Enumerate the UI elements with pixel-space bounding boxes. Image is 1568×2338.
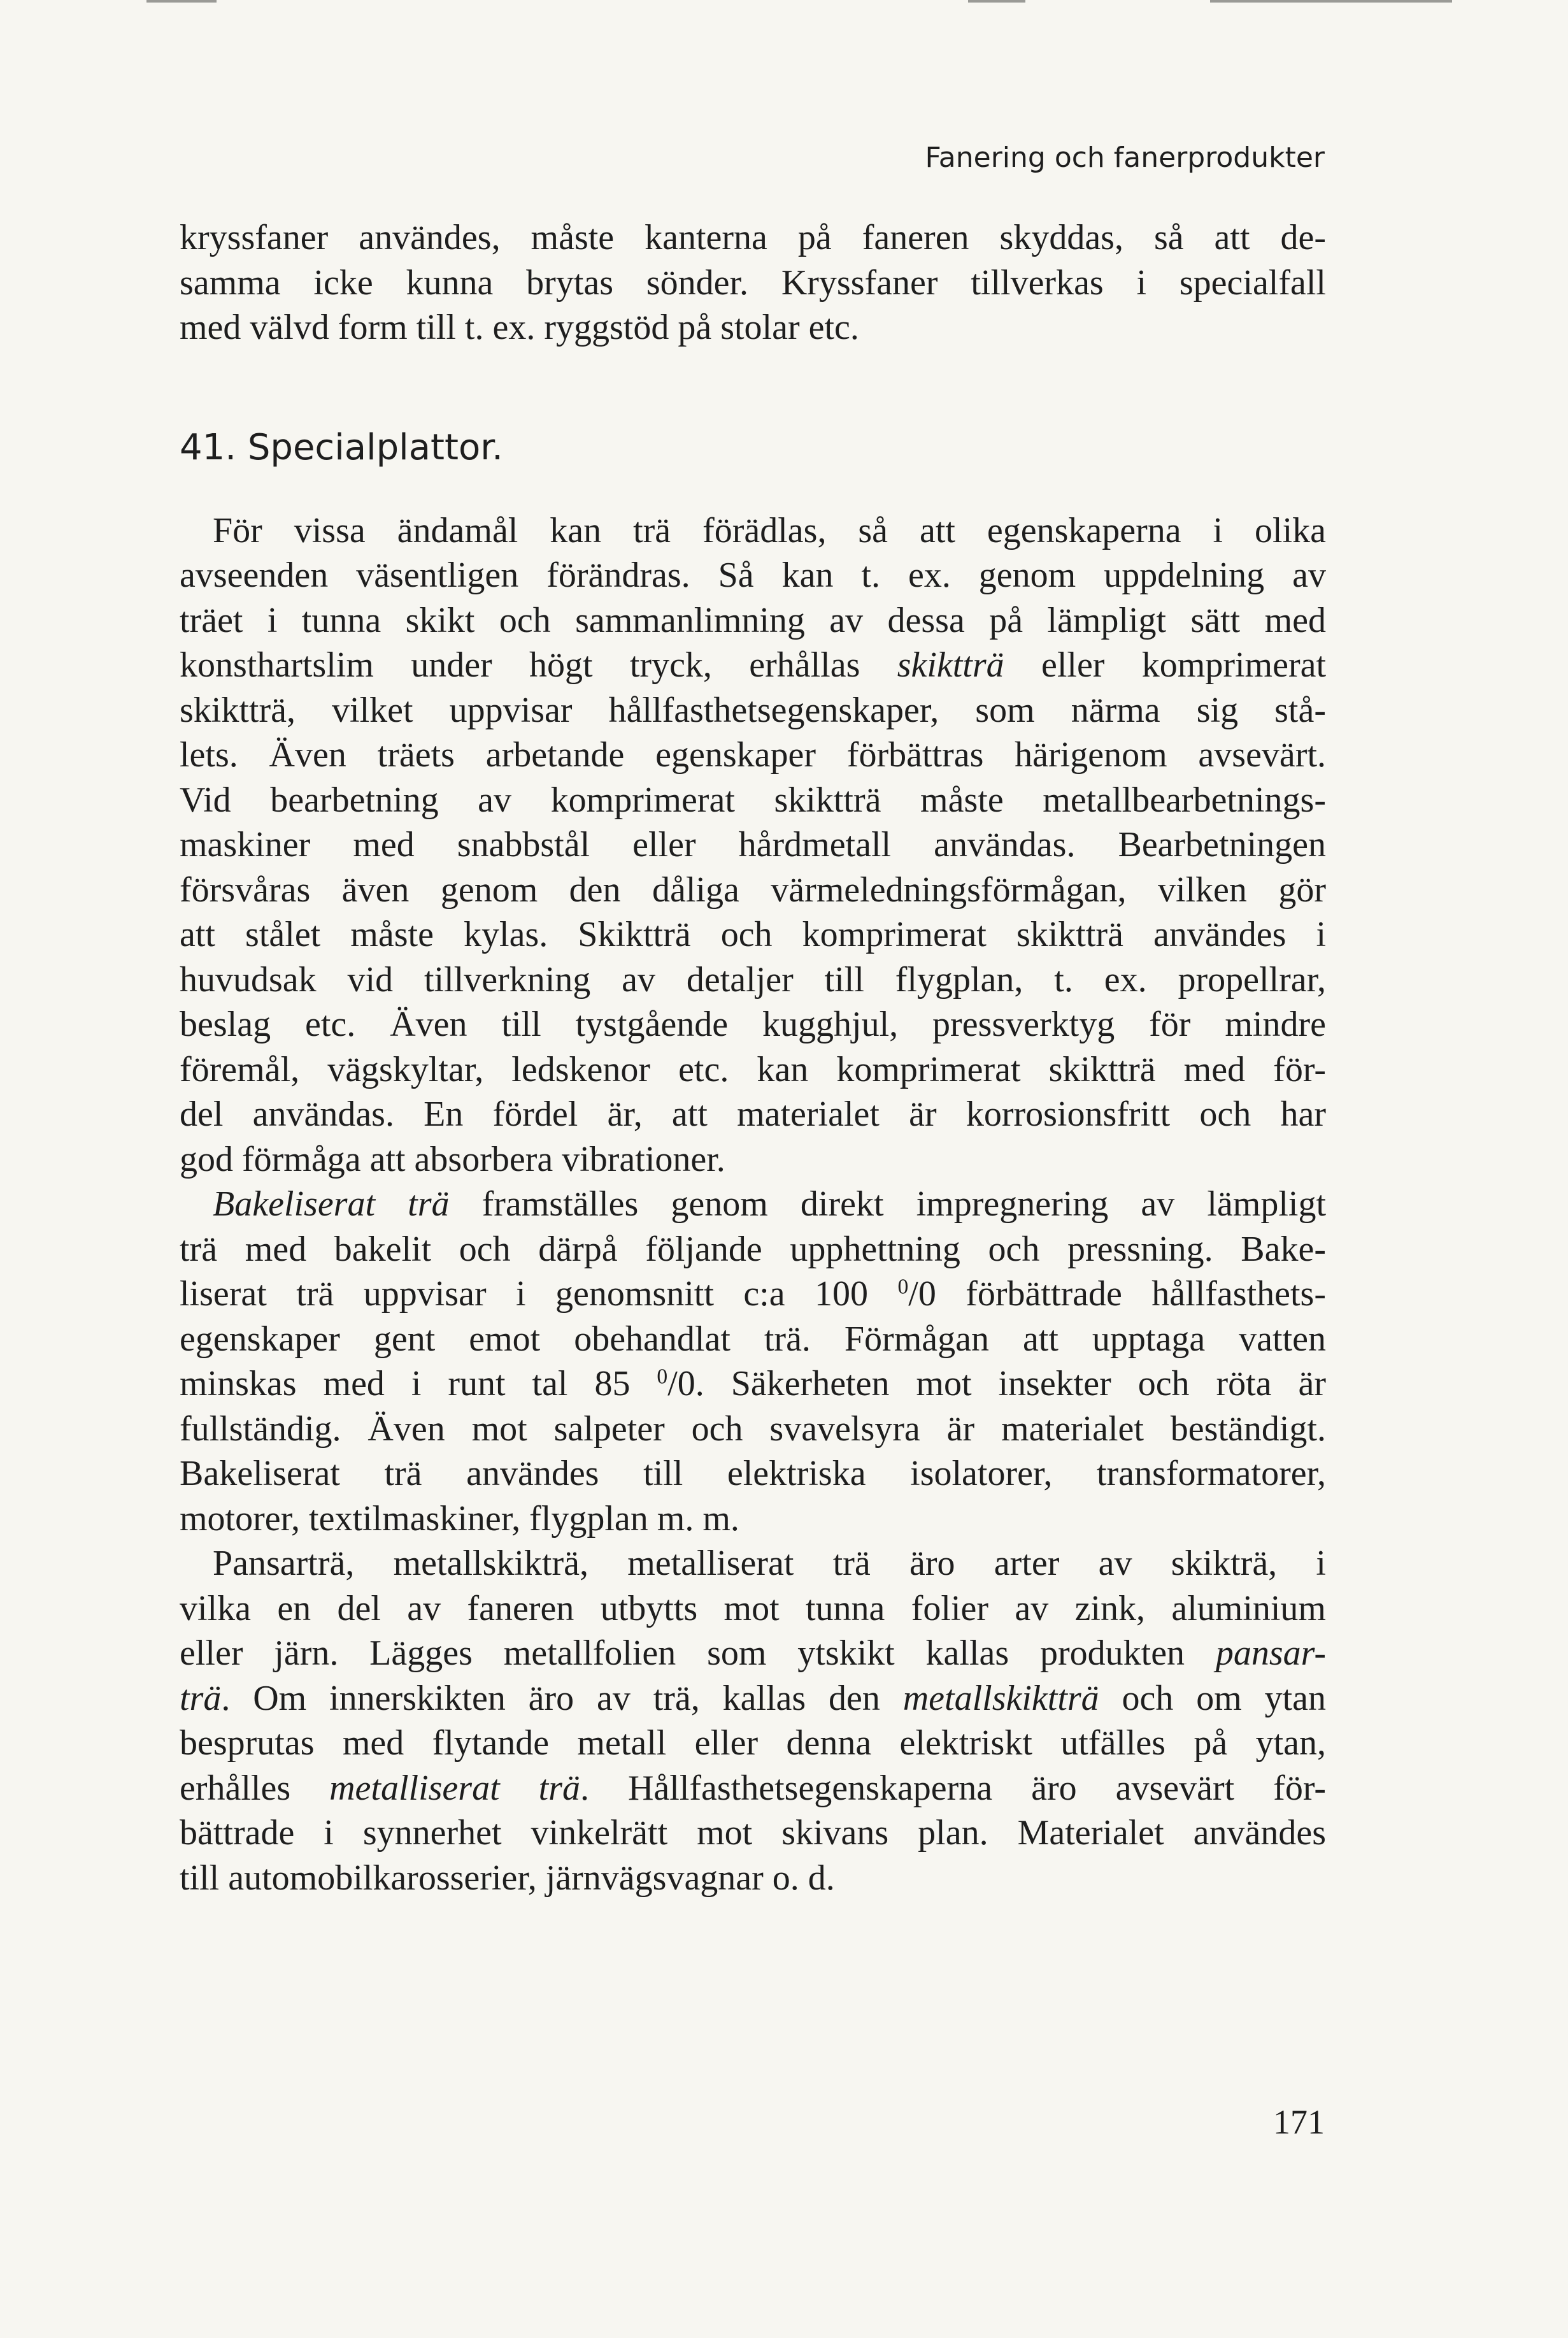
text-line: konsthartslim under högt tryck, erhållas skiktträ eller komprimerat: [180, 645, 1326, 685]
top-edge-line: [146, 0, 217, 3]
text-line: del användas. En fördel är, att materialet är korrosionsfritt och har: [180, 1094, 1326, 1134]
text-line: erhålles metalliserat trä. Hållfasthetsegenskaperna äro avsevärt för-: [180, 1768, 1326, 1808]
paragraph-bakeliserat: [180, 1182, 1326, 1541]
text-line: Bakeliserat trä framställes genom direkt impregnering av lämpligt: [213, 1184, 1326, 1224]
italic-term: metalliserat trä: [329, 1768, 580, 1808]
italic-term: skiktträ: [897, 645, 1004, 685]
text-line: För vissa ändamål kan trä förädlas, så att egenskaperna i olika: [213, 510, 1326, 550]
text-line: minskas med i runt tal 85 $^0$/0. Säkerheten mot insekter och röta är: [180, 1364, 1326, 1403]
text-line: Pansarträ, metallskikträ, metalliserat trä äro arter av skikträ, i: [213, 1544, 1326, 1583]
page-number: 171: [1273, 2103, 1325, 2141]
text-line: vilka en del av faneren utbytts mot tunna folier av zink, aluminium: [180, 1588, 1326, 1628]
text-line: avseenden väsentligen förändras. Så kan t. ex. genom uppdelning av: [180, 556, 1326, 595]
text-line: kryssfaner användes, måste kanterna på faneren skyddas, så att de-: [180, 218, 1326, 257]
italic-term: pansar-: [1215, 1633, 1326, 1673]
section-heading: 41. Specialplattor.: [180, 426, 503, 468]
text-line: träet i tunna skikt och sammanlimning av dessa på lämpligt sätt med: [180, 600, 1326, 640]
paragraph-pansartra: [180, 1541, 1326, 1900]
text-line: lets. Även träets arbetande egenskaper förbättras härigenom avsevärt.: [180, 735, 1326, 775]
running-head: Fanering och fanerprodukter: [925, 141, 1325, 174]
text-line: skiktträ, vilket uppvisar hållfasthetsegenskaper, som närma sig stå-: [180, 690, 1326, 730]
text-line: försvåras även genom den dåliga värmeledningsförmågan, vilken gör: [180, 870, 1326, 910]
text-line: god förmåga att absorbera vibrationer.: [180, 1139, 725, 1179]
top-edge-line: [968, 0, 1025, 3]
text-line: maskiner med snabbstål eller hårdmetall användas. Bearbetningen: [180, 825, 1326, 864]
italic-term: trä: [180, 1678, 222, 1718]
text-line: egenskaper gent emot obehandlat trä. Förmågan att upptaga vatten: [180, 1319, 1326, 1359]
text-line: trä med bakelit och därpå följande upphettning och pressning. Bake-: [180, 1229, 1326, 1269]
text-line: att stålet måste kylas. Skiktträ och komprimerat skiktträ användes i: [180, 915, 1326, 954]
text-line: besprutas med flytande metall eller denna elektriskt utfälles på ytan,: [180, 1723, 1326, 1763]
intro-paragraph: [180, 215, 1326, 350]
text-line: med välvd form till t. ex. ryggstöd på stolar etc.: [180, 308, 859, 347]
text-line: beslag etc. Även till tystgående kugghjul, pressverktyg för mindre: [180, 1005, 1326, 1044]
text-line: motorer, textilmaskiner, flygplan m. m.: [180, 1498, 739, 1538]
text-line: liserat trä uppvisar i genomsnitt c:a 100 $^0$/0 förbättrade hållfasthets-: [180, 1274, 1326, 1314]
text-line: bättrade i synnerhet vinkelrätt mot skivans plan. Materialet användes: [180, 1813, 1326, 1853]
body-text: [180, 215, 1326, 1900]
italic-term: Bakeliserat trä: [213, 1184, 450, 1224]
text-line: Vid bearbetning av komprimerat skiktträ måste metallbearbetnings-: [180, 780, 1326, 820]
top-edge-line: [1210, 0, 1452, 3]
text-line: föremål, vägskyltar, ledskenor etc. kan komprimerat skiktträ med för-: [180, 1049, 1326, 1089]
text-line: till automobilkarosserier, järnvägsvagnar o. d.: [180, 1858, 835, 1898]
text-line: trä. Om innerskikten äro av trä, kallas den metallskiktträ och om ytan: [180, 1678, 1326, 1718]
text-line: Bakeliserat trä användes till elektriska isolatorer, transformatorer,: [180, 1454, 1326, 1493]
text-line: fullständig. Även mot salpeter och svavelsyra är materialet beständigt.: [180, 1409, 1326, 1449]
text-line: eller järn. Lägges metallfolien som ytskikt kallas produkten pansar-: [180, 1633, 1326, 1673]
italic-term: metallskiktträ: [902, 1678, 1099, 1718]
text-line: huvudsak vid tillverkning av detaljer till flygplan, t. ex. propellrar,: [180, 959, 1326, 1000]
text-line: samma icke kunna brytas sönder. Kryssfaner tillverkas i specialfall: [180, 262, 1326, 303]
paragraph-skikttra: [180, 508, 1326, 1182]
